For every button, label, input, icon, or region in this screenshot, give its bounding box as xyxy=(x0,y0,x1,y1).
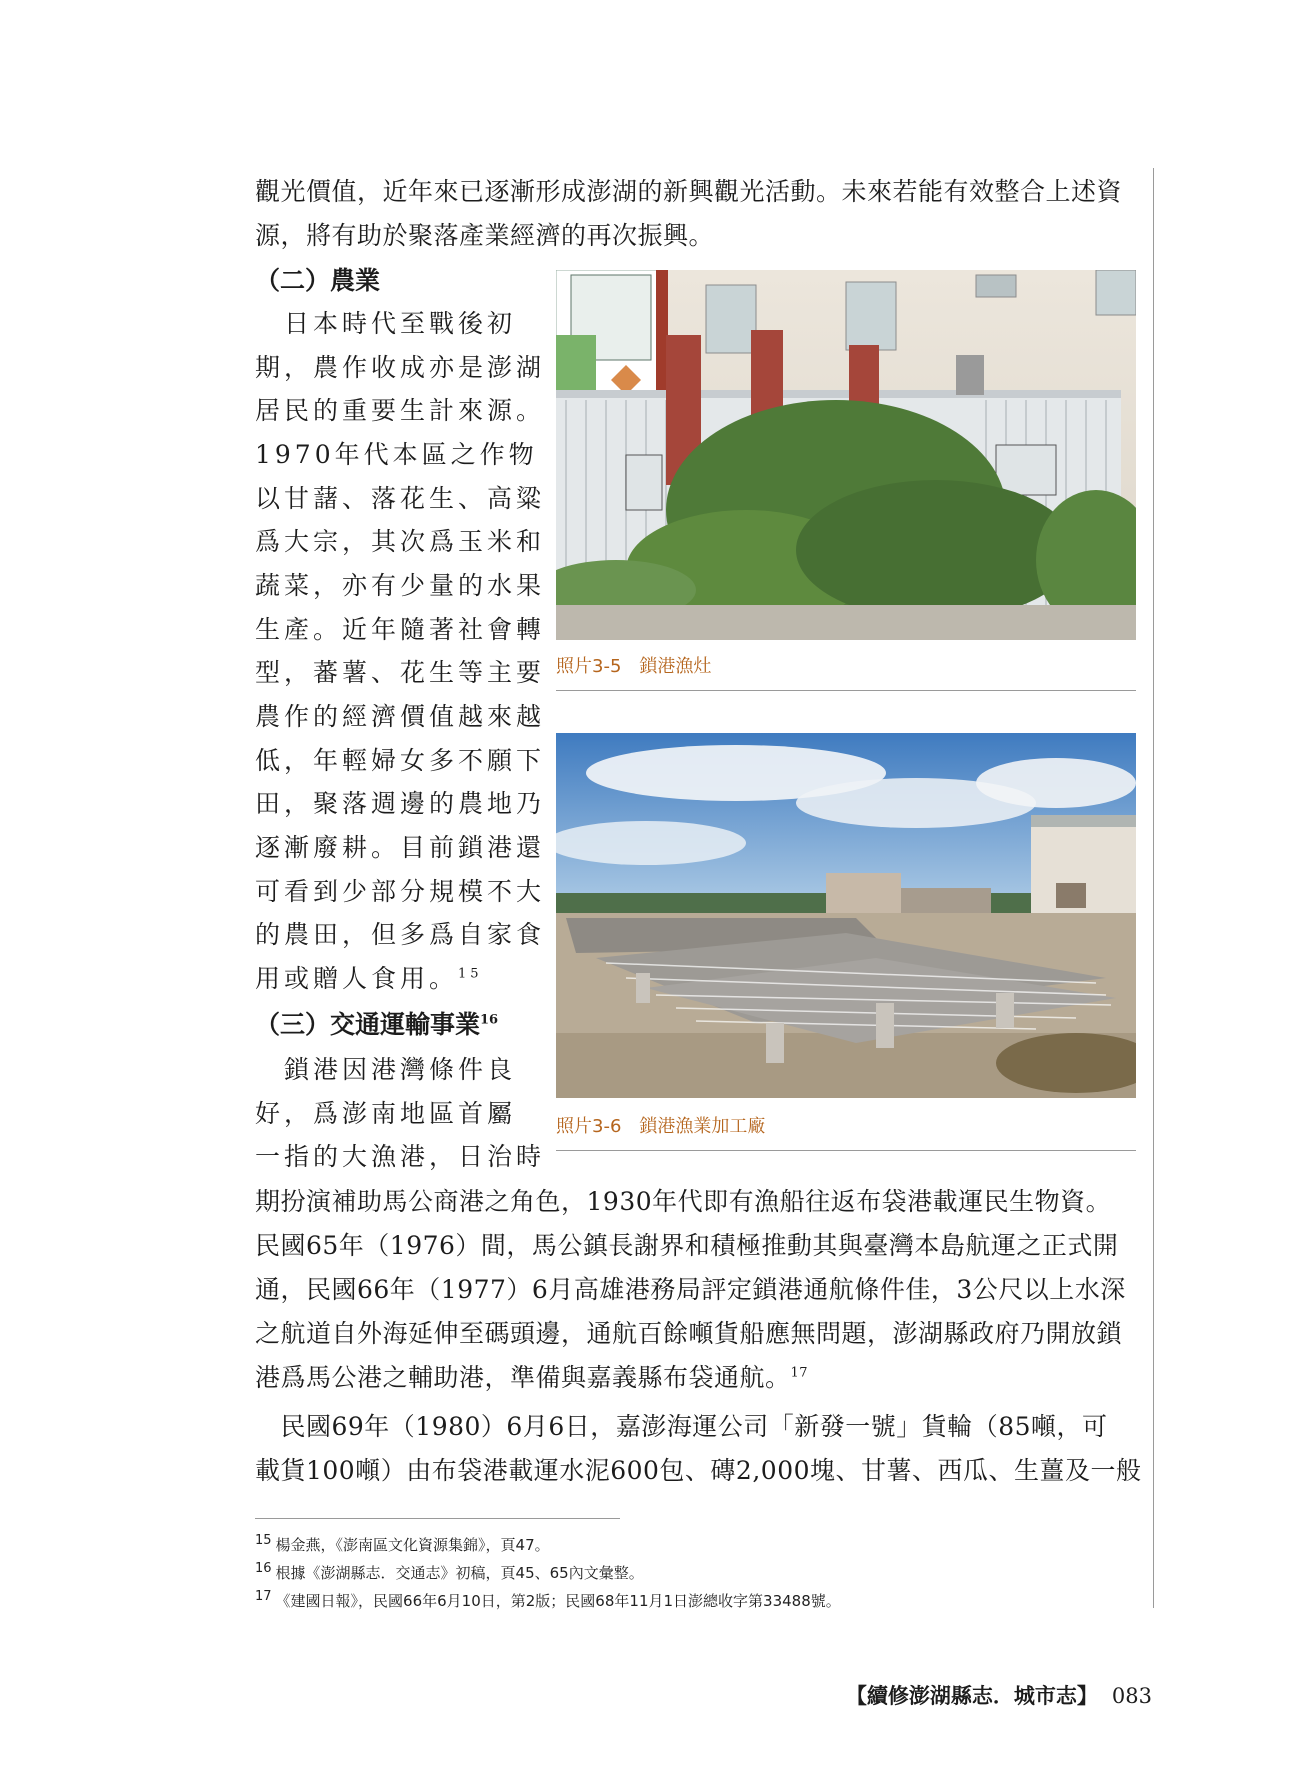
photo-caption xyxy=(556,1112,765,1138)
photo-caption-text: 鎖港漁灶 xyxy=(639,656,712,677)
book-title: 【續修澎湖縣志．城市志】 xyxy=(845,1683,1098,1708)
body-line xyxy=(255,1359,1140,1397)
section-heading-text: （三）交通運輸事業 xyxy=(255,1010,481,1039)
footnote-number: 16 xyxy=(255,1561,272,1576)
column-line xyxy=(255,960,530,998)
footnote-ref: 17 xyxy=(790,1365,809,1381)
column-line: 蔬菜，亦有少量的水果 xyxy=(255,571,546,600)
page-number: 083 xyxy=(1111,1684,1152,1708)
column-line: 型，蕃薯、花生等主要 xyxy=(255,658,546,687)
column-line: 鎖港因港灣條件良 xyxy=(255,1055,517,1084)
footnote-ref: 16 xyxy=(480,1012,499,1028)
photo-caption-text: 鎖港漁業加工廠 xyxy=(639,1116,766,1137)
column-line: 居民的重要生計來源。 xyxy=(255,396,546,425)
page-footer xyxy=(846,1680,1152,1710)
margin-rule xyxy=(1153,168,1154,1608)
body-line: 之航道自外海延伸至碼頭邊，通航百餘噸貨船應無問題，澎湖縣政府乃開放鎖 xyxy=(255,1319,1123,1348)
footnote xyxy=(255,1561,644,1583)
photo-fish-stove-image xyxy=(556,270,1136,640)
footnote xyxy=(255,1589,841,1611)
column-line: 的農田，但多爲自家食 xyxy=(255,920,546,949)
body-line: 民國69年（1980）6月6日，嘉澎海運公司「新發一號」貨輪（85噸，可 xyxy=(255,1412,1108,1441)
section-heading-agriculture: （二）農業 xyxy=(255,266,381,295)
caption-divider xyxy=(556,1150,1136,1151)
footnote-number: 17 xyxy=(255,1589,272,1604)
column-line: 期，農作收成亦是澎湖 xyxy=(255,353,546,382)
photo-fish-stove xyxy=(556,270,1136,640)
footnote-text: 根據《澎湖縣志．交通志》初稿，頁45、65內文彙整。 xyxy=(275,1564,644,1582)
column-line: 低，年輕婦女多不願下 xyxy=(255,746,546,775)
column-line-text: 用或贈人食用。 xyxy=(255,964,459,993)
body-line: 觀光價值，近年來已逐漸形成澎湖的新興觀光活動。未來若能有效整合上述資 xyxy=(255,177,1123,206)
column-line: 好，爲澎南地區首屬 xyxy=(255,1099,517,1128)
column-line: 爲大宗，其次爲玉米和 xyxy=(255,527,546,556)
photo-caption xyxy=(556,652,711,678)
footnote-ref: 15 xyxy=(458,966,483,982)
column-line: 一指的大漁港，日治時 xyxy=(255,1142,546,1171)
footnote xyxy=(255,1533,550,1555)
column-line: 可看到少部分規模不大 xyxy=(255,877,546,906)
body-line: 期扮演補助馬公商港之角色，1930年代即有漁船往返布袋港載運民生物資。 xyxy=(255,1187,1112,1216)
footnote-divider xyxy=(255,1518,620,1519)
caption-divider xyxy=(556,690,1136,691)
column-line: 田，聚落週邊的農地乃 xyxy=(255,789,546,818)
body-line-text: 港爲馬公港之輔助港，準備與嘉義縣布袋通航。 xyxy=(255,1363,791,1392)
body-line: 載貨100噸）由布袋港載運水泥600包、磚2,000塊、甘薯、西瓜、生薑及一般 xyxy=(255,1456,1142,1485)
column-line: 日本時代至戰後初 xyxy=(255,309,517,338)
footnote-text: 楊金燕，《澎南區文化資源集錦》，頁47。 xyxy=(275,1536,550,1554)
body-line: 民國65年（1976）間，馬公鎮長謝界和積極推動其與臺灣本島航運之正式開 xyxy=(255,1231,1119,1260)
column-line: 生產。近年隨著社會轉 xyxy=(255,615,546,644)
column-line: 農作的經濟價值越來越 xyxy=(255,702,546,731)
footnote-text: 《建國日報》，民國66年6月10日，第2版；民國68年11月1日澎總收字第33488號。 xyxy=(275,1592,841,1610)
column-line: 以甘藷、落花生、高粱 xyxy=(255,484,546,513)
column-line: 逐漸廢耕。目前鎖港還 xyxy=(255,833,546,862)
photo-fishery-processing-image xyxy=(556,733,1136,1098)
photo-label: 照片3-6 xyxy=(556,1116,622,1137)
body-line: 通，民國66年（1977）6月高雄港務局評定鎖港通航條件佳，3公尺以上水深 xyxy=(255,1275,1126,1304)
footnote-number: 15 xyxy=(255,1533,272,1548)
column-line: 1970年代本區之作物 xyxy=(255,440,538,469)
body-line: 源，將有助於聚落產業經濟的再次振興。 xyxy=(255,221,715,250)
photo-label: 照片3-5 xyxy=(556,656,622,677)
photo-fishery-processing xyxy=(556,733,1136,1098)
section-heading-transport xyxy=(255,1006,498,1044)
